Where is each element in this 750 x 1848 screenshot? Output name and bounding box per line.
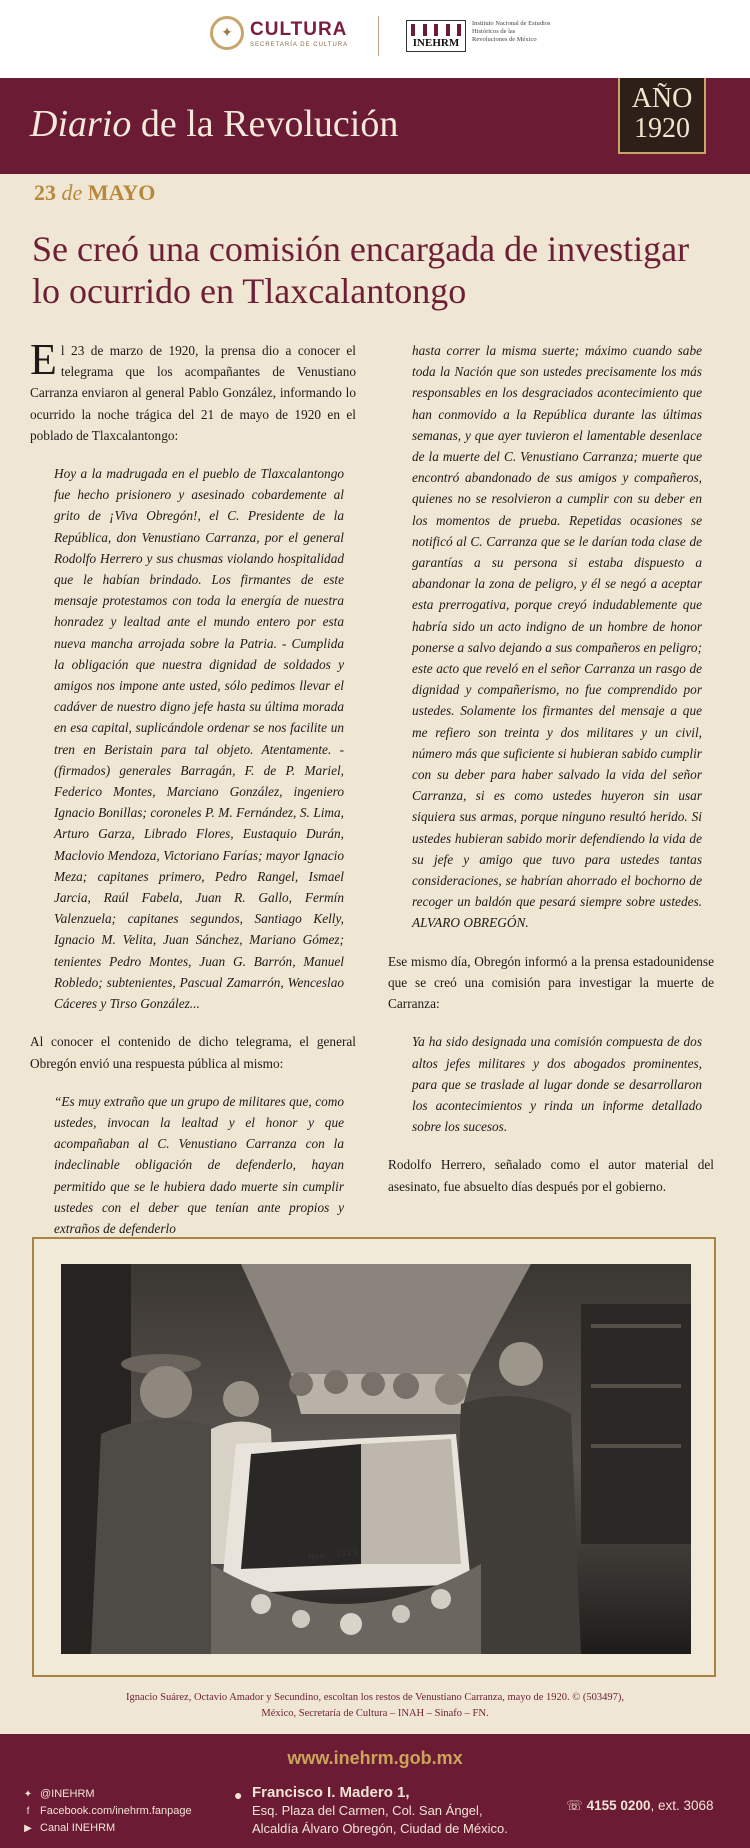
commission-paragraph: Ese mismo día, Obregón informó a la prensa estadounidense que se creó una comisión para investigar la muerte de Carranza: xyxy=(388,953,714,1012)
twitter-icon: ✦ xyxy=(23,1789,33,1800)
social-links xyxy=(22,1786,192,1837)
drop-cap: E xyxy=(30,335,57,384)
cultura-subtitle: SECRETARÍA DE CULTURA xyxy=(250,41,349,48)
youtube-channel: Canal INEHRM xyxy=(40,1822,116,1834)
address-street: Francisco I. Madero 1, xyxy=(252,1784,410,1801)
inehrm-logo xyxy=(406,20,552,52)
commission-quote: Ya ha sido designada una comisión compuesta de dos altos jefes militares y dos abogados prominentes, para que se traslade al lugar donde se desarrollaron los acontecimientos y rinda un informe detallado sobre los sucesos. xyxy=(412,1034,702,1135)
publication-title-italic: Diario xyxy=(30,103,132,145)
footer xyxy=(0,1734,750,1848)
obregon-intro-paragraph: Al conocer el contenido de dicho telegrama, el general Obregón envió una respuesta pública al mismo: xyxy=(30,1034,356,1071)
publication-title xyxy=(30,102,398,146)
address-line-2: Esq. Plaza del Carmen, Col. San Ángel, xyxy=(252,1803,483,1818)
masthead xyxy=(0,78,750,174)
year-label: AÑO xyxy=(631,83,693,114)
phone-number[interactable] xyxy=(566,1798,714,1814)
article-headline: Se creó una comisión encargada de investigar lo ocurrido en Tlaxcalantongo xyxy=(32,229,690,311)
facebook-link[interactable] xyxy=(22,1803,192,1820)
date-day: 23 xyxy=(34,180,56,205)
phone-extension: , ext. 3068 xyxy=(650,1798,714,1813)
date-de: de xyxy=(61,180,83,205)
address-line-3: Alcaldía Álvaro Obregón, Ciudad de México. xyxy=(252,1821,508,1836)
date-month: MAYO xyxy=(87,180,156,205)
facebook-url: Facebook.com/inehrm.fanpage xyxy=(40,1805,192,1817)
twitter-handle: @INEHRM xyxy=(40,1788,95,1800)
obregon-quote-start: “Es muy extraño que un grupo de militares que, como ustedes, invocan la lealtad y el honor y que acompañaban al C. Venustiano Carranza con la indeclinable obligación de defenderlo, hayan permitido que se le hubiera dado muerte sin cumplir ustedes con el deber que tenían ante propios y extraños de defenderlo xyxy=(54,1093,344,1236)
caption-line-1: Ignacio Suárez, Octavio Amador y Secundino, escoltan los restos de Venustiano Carranza, mayo de 1920. © (503497), xyxy=(126,1692,624,1703)
intro-paragraph xyxy=(30,335,356,446)
telegram-quote: Hoy a la madrugada en el pueblo de Tlaxcalantongo fue hecho prisionero y asesinado cobardemente al grito de ¡Viva Obregón!, el C. Presidente de la República, don Venustiano Carranza, por el general Rodolfo Herrero y sus chusmas violando hospitalidad que le habían brindado. Los firmantes de este mensaje protestamos con toda la energía de nuestra honradez y lealtad ante el mundo entero por esta nueva mancha arrojada sobre la Patria. - Cumplida la obligación que nuestra dignidad de soldados y amigos nos impone ante usted, sólo pedimos llevar el cadáver de nuestro digno jefe hasta su última morada en esa capital, suplicándole ordenar se nos facilite un tren en Beristain para tal objeto. Atentamente. - (firmados) generales Barragán, F. de P. Mariel, Federico Montes, Marciano González, ingeniero Ignacio Bonillas; coroneles P. M. Fernández, S. Lima, Arturo Garza, Librado Flores, Eustaquio Durán, Maclovio Mendoza, Victoriano Farías; mayor Ignacio Meza; capitanes primero, Pedro Rangel, Ismael Jarcia, Raúl Fabela, Juan R. Gallo, Fermín Valenzuela; capitanes segundos, Santiago Kelly, Ignacio M. Velita, Juan Sánchez, Mariano Gómez; tenientes Pedro Montes, Juan G. Barrón, Manuel Robledo; subtenientes, Pascual Zamarrón, Wenceslao Cáceres y Tirso González... xyxy=(54,466,344,1012)
article-column-left xyxy=(30,335,356,1239)
logo-divider xyxy=(378,16,379,56)
photo-caption xyxy=(40,1690,710,1722)
herrero-paragraph: Rodolfo Herrero, señalado como el autor material del asesinato, fue absuelto días después por el gobierno. xyxy=(388,1157,714,1194)
phone-icon: ☏ xyxy=(566,1798,587,1813)
intro-text: l 23 de marzo de 1920, la prensa dio a conocer el telegrama que los acompañantes de Venustiano Carranza enviaron al general Pablo González, informando lo ocurrido la noche trágica del 21 de mayo de 1920 en el poblado de Tlaxcalantongo: xyxy=(30,343,356,443)
eagle-seal-icon: ✦ xyxy=(210,16,244,50)
phone-main: 4155 0200 xyxy=(586,1798,651,1813)
photo-frame xyxy=(32,1237,716,1677)
youtube-link[interactable] xyxy=(22,1820,192,1837)
year-value: 1920 xyxy=(634,113,690,144)
obregon-quote-continued: hasta correr la misma suerte; máximo cuando sabe toda la Nación que son ustedes precisamente los más responsables en los desgraciados acontecimiento que han conmovido a la República durante las últimas semanas, y que ayer tuvieron el lamentable desenlace de la muerte del C. Venustiano Carranza; muerte que encontró abandonado de sus amigos y compañeros, quienes no se resolvieron a cumplir con su deber en los momentos de prueba. Repetidas ocasiones se notificó al C. Carranza que se le darían toda clase de garantías a su persona si estaba dispuesto a abandonar la zona de peligro, y él se negó a aceptar esta prerrogativa, porque creyó indudablemente que habría sido un acto indigno de un hombre de honor ponerse a salvo dejando a sus compañeros en peligro; este acto que reveló en el señor Carranza un rasgo de dignidad y compañerismo, no fue comprendido por ustedes. Solamente los firmantes del mensaje a que me refiero son treinta y dos militares y un civil, número más que suficiente si hubieran sabido cumplir con su deber para haber salvado la vida del señor Carranza, si es como ustedes huyeron sin usar siquiera sus armas, porque ninguno resultó herido. Si ustedes hubieran sabido morir defendiendo la vida de su jefe y amigo que tuvo para ustedes tantas consideraciones, se habrían ahorrado el bochorno de recoger un baldón que pesará siempre sobre ustedes. ALVARO OBREGÓN. xyxy=(412,343,702,931)
inehrm-acronym: INEHRM xyxy=(412,37,460,49)
top-logo-bar xyxy=(0,0,750,78)
publication-title-rest: de la Revolución xyxy=(131,103,399,145)
cultura-title: CULTURA xyxy=(250,18,348,40)
coffin-label: Núm. 1313 xyxy=(308,1547,358,1563)
article-column-right xyxy=(388,340,714,1214)
article-date xyxy=(34,180,155,206)
caption-line-2: México, Secretaría de Cultura – INAH – Sinafo – FN. xyxy=(261,1708,489,1719)
funeral-photo-illustration xyxy=(61,1264,691,1654)
youtube-icon: ▶ xyxy=(24,1823,32,1834)
historical-photo xyxy=(61,1264,691,1654)
website-link[interactable]: www.inehrm.gob.mx xyxy=(287,1748,463,1768)
cultura-logo xyxy=(210,16,348,50)
year-badge xyxy=(618,78,706,154)
location-pin-icon: ● xyxy=(234,1787,243,1803)
inehrm-building-icon xyxy=(406,20,466,52)
address xyxy=(234,1784,508,1838)
twitter-link[interactable] xyxy=(22,1786,192,1803)
facebook-icon: f xyxy=(26,1806,30,1817)
inehrm-fullname: Instituto Nacional de Estudios Históricos de las Revoluciones de México xyxy=(472,20,551,43)
